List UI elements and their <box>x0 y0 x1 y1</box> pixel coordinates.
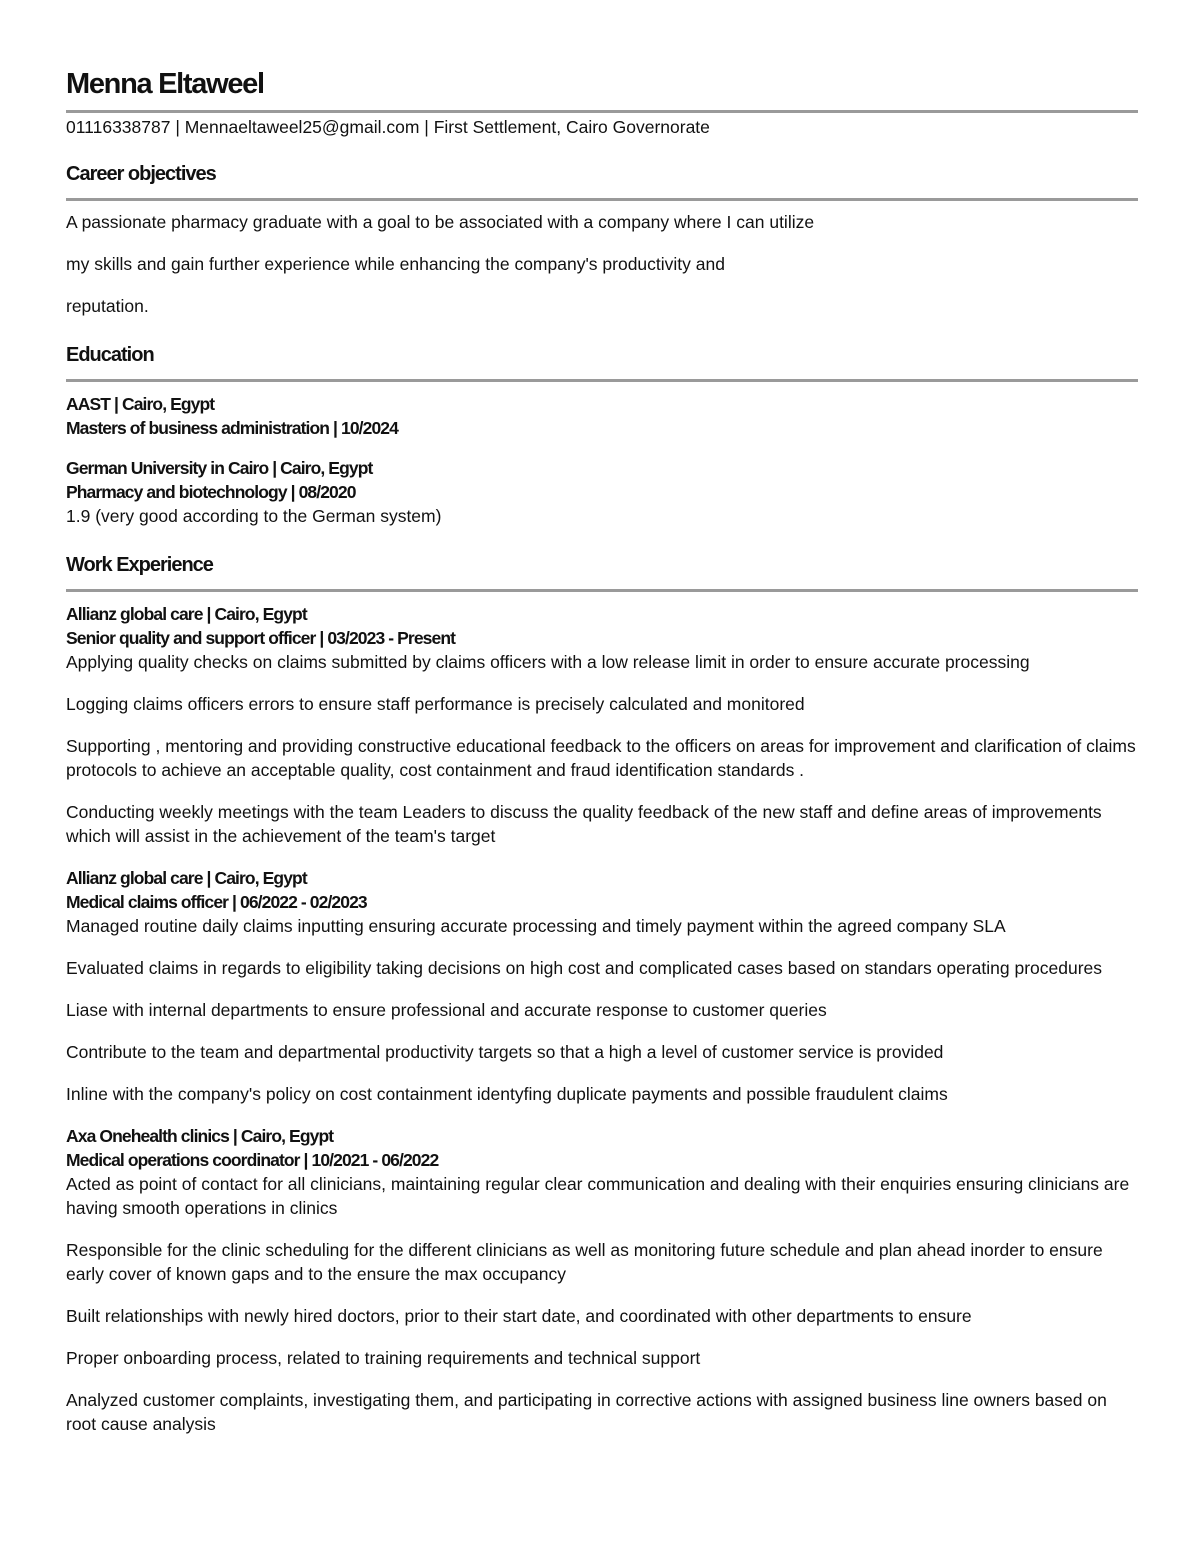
education-entry <box>66 456 1138 528</box>
job-bullet: Analyzed customer complaints, investigating them, and participating in corrective actions with assigned business line owners based on root cause analysis <box>66 1390 1107 1434</box>
job-bullets <box>66 1172 1138 1436</box>
career-section <box>66 160 1138 318</box>
career-line: my skills and gain further experience while enhancing the company's productivity and <box>66 254 725 274</box>
job-role: Medical claims officer | 06/2022 - 02/2023 <box>66 892 367 912</box>
job-entry <box>66 866 1138 1106</box>
career-line: A passionate pharmacy graduate with a goal to be associated with a company where I can utilize <box>66 212 815 232</box>
education-note: 1.9 (very good according to the German system) <box>66 506 442 526</box>
job-bullet: Conducting weekly meetings with the team Leaders to discuss the quality feedback of the new staff and define areas of improvements which will assist in the achievement of the team's target <box>66 802 1102 846</box>
job-bullet: Acted as point of contact for all clinicians, maintaining regular clear communication and dealing with their enquiries ensuring clinicians are having smooth operations in clinics <box>66 1174 1130 1218</box>
work-section <box>66 551 1138 1436</box>
education-school: AAST | Cairo, Egypt <box>66 394 215 414</box>
job-role: Medical operations coordinator | 10/2021 - 06/2022 <box>66 1150 439 1170</box>
career-line: reputation. <box>66 296 149 316</box>
job-entry <box>66 602 1138 848</box>
education-school: German University in Cairo | Cairo, Egypt <box>66 458 373 478</box>
career-title: Career objectives <box>66 163 216 185</box>
job-bullet: Liase with internal departments to ensure professional and accurate response to customer queries <box>66 1000 827 1020</box>
job-bullet: Built relationships with newly hired doctors, prior to their start date, and coordinated with other departments to ensure <box>66 1306 972 1326</box>
job-bullet: Logging claims officers errors to ensure staff performance is precisely calculated and monitored <box>66 694 805 714</box>
work-title: Work Experience <box>66 554 213 576</box>
header-divider <box>66 110 1138 113</box>
job-company: Allianz global care | Cairo, Egypt <box>66 868 307 888</box>
education-degree: Masters of business administration | 10/2024 <box>66 418 398 438</box>
job-entry <box>66 1124 1138 1436</box>
job-bullets <box>66 914 1138 1106</box>
education-degree: Pharmacy and biotechnology | 08/2020 <box>66 482 356 502</box>
job-bullet: Managed routine daily claims inputting ensuring accurate processing and timely payment within the agreed company SLA <box>66 916 1006 936</box>
job-bullets <box>66 650 1138 848</box>
job-bullet: Inline with the company's policy on cost containment identyfing duplicate payments and possible fraudulent claims <box>66 1084 948 1104</box>
education-title: Education <box>66 344 154 366</box>
job-bullet: Responsible for the clinic scheduling for the different clinicians as well as monitoring future schedule and plan ahead inorder to ensure early cover of known gaps and to the ensure the max occupancy <box>66 1240 1103 1284</box>
contact-line: 01116338787 | Mennaeltaweel25@gmail.com | First Settlement, Cairo Governorate <box>66 117 710 137</box>
education-section <box>66 341 1138 528</box>
candidate-name: Menna Eltaweel <box>66 68 264 100</box>
job-bullet: Applying quality checks on claims submitted by claims officers with a low release limit in order to ensure accurate processing <box>66 652 1030 672</box>
job-bullet: Contribute to the team and departmental productivity targets so that a high a level of customer service is provided <box>66 1042 944 1062</box>
job-bullet: Supporting , mentoring and providing constructive educational feedback to the officers on areas for improvement and clarification of claims protocols to achieve an acceptable quality, cost containment and fraud identification standards . <box>66 736 1136 780</box>
career-divider <box>66 198 1138 201</box>
education-entry <box>66 392 1138 440</box>
career-text <box>66 210 1138 318</box>
job-bullet: Evaluated claims in regards to eligibility taking decisions on high cost and complicated cases based on standars operating procedures <box>66 958 1103 978</box>
resume-header <box>66 60 1138 140</box>
job-company: Allianz global care | Cairo, Egypt <box>66 604 307 624</box>
job-company: Axa Onehealth clinics | Cairo, Egypt <box>66 1126 334 1146</box>
job-role: Senior quality and support officer | 03/2023 - Present <box>66 628 456 648</box>
job-bullet: Proper onboarding process, related to training requirements and technical support <box>66 1348 701 1368</box>
resume-page <box>66 60 1138 1436</box>
work-divider <box>66 589 1138 592</box>
education-divider <box>66 379 1138 382</box>
